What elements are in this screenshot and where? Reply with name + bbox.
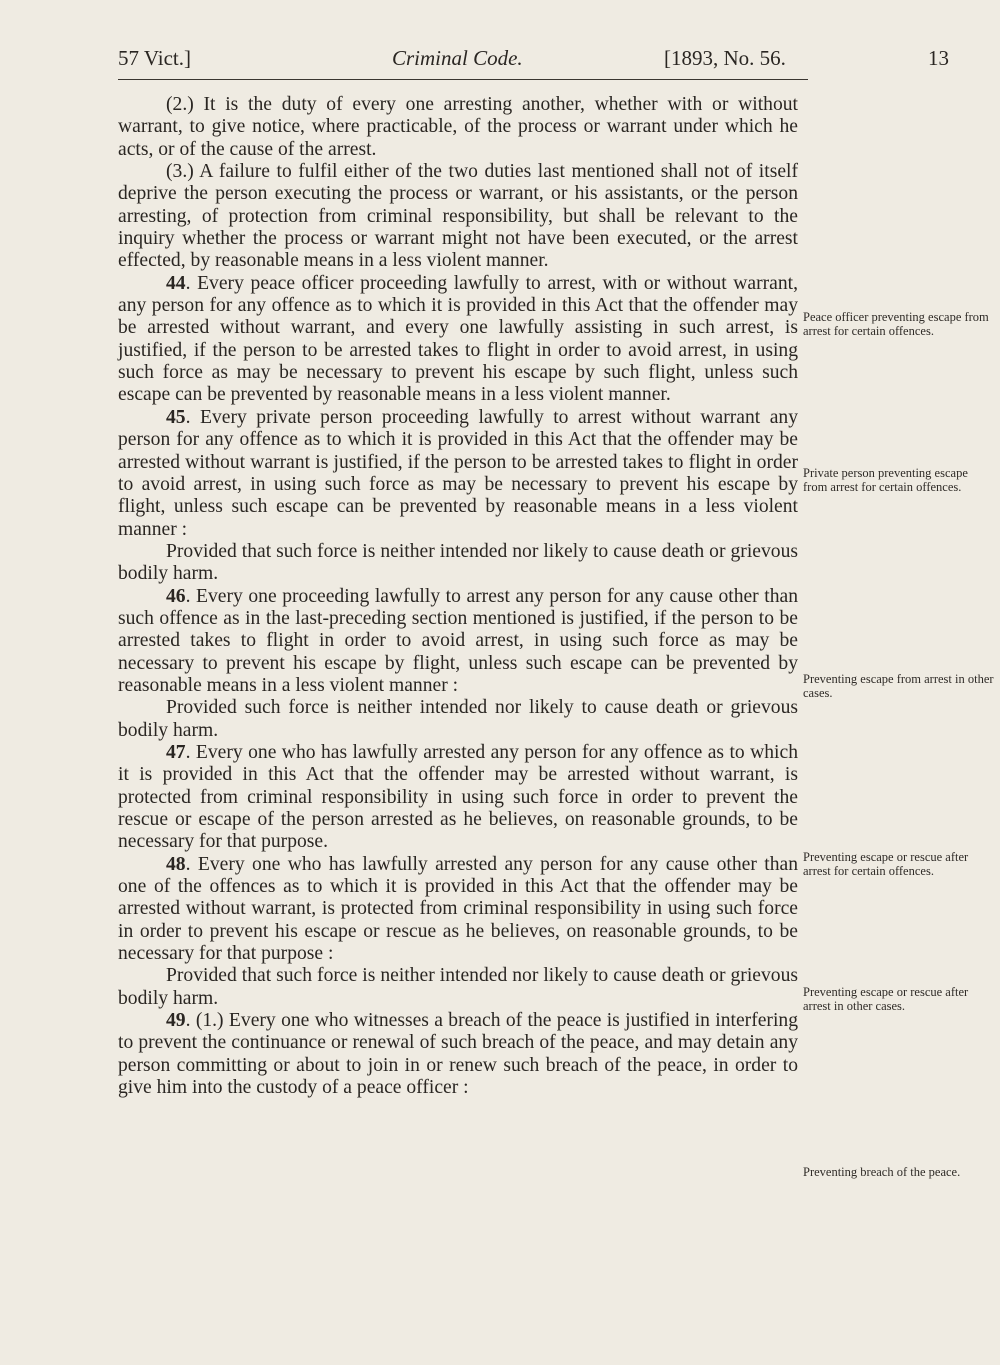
proviso-46 <box>118 697 798 742</box>
section-47 <box>118 742 798 854</box>
section-49 <box>118 1010 798 1099</box>
header-rule <box>118 79 808 80</box>
paragraph-text: . Every private person proceeding lawfully to arrest without warrant any person for any offence as to which it is provided in this Act that the offender may be arrested without warrant is justified, if the person to be arrested takes to flight in order to avoid arrest, in using such force as may be necessary to prevent his escape by flight, unless such escape can be prevented by reasonable means in a less violent manner : <box>118 406 798 540</box>
section-number: 49 <box>166 1010 186 1032</box>
proviso-48 <box>118 965 798 1010</box>
running-header <box>0 46 1000 76</box>
subsection-3 <box>118 161 798 273</box>
section-45 <box>118 407 798 541</box>
page-number: 13 <box>928 46 949 70</box>
paragraph-text: Provided that such force is neither intended nor likely to cause death or grievous bodily harm. <box>118 540 798 585</box>
paragraph-text: . (1.) Every one who witnesses a breach of the peace is justified in interfering to prevent the continuance or renewal of such breach of the peace, and may detain any person committing or about to join in or renew such breach of the peace, in order to give him into the custody of a peace officer : <box>118 1010 798 1099</box>
paragraph-text: (3.) A failure to fulfil either of the two duties last mentioned shall not of itself deprive the person executing the process or warrant, or his assistants, or the person arresting, of protection from criminal responsibility, but shall be relevant to the inquiry whether the process or warrant might not have been executed, or the arrest effected, by reasonable means in a less violent manner. <box>118 161 798 272</box>
header-act-number: [1893, No. 56. <box>664 46 786 70</box>
paragraph-text: Provided such force is neither intended nor likely to cause death or grievous bodily harm. <box>118 697 798 741</box>
section-number: 47 <box>166 741 186 763</box>
paragraph-text: Provided that such force is neither intended nor likely to cause death or grievous bodily harm. <box>118 965 798 1009</box>
margin-note-section-49: Preventing breach of the peace. <box>803 1165 961 1179</box>
margin-note-section-45: Private person preventing escape from arrest for certain offences. <box>803 466 968 494</box>
section-number: 45 <box>166 406 186 428</box>
paragraph-text: (2.) It is the duty of every one arresting another, whether with or without warrant, to give notice, where practicable, of the process or warrant under which he acts, or of the cause of the arrest. <box>118 94 798 160</box>
header-title: Criminal Code. <box>392 46 523 70</box>
section-48 <box>118 854 798 966</box>
section-number: 44 <box>166 272 186 294</box>
body-text <box>118 94 798 1099</box>
margin-note-section-48: Preventing escape or rescue after arrest in other cases. <box>803 985 969 1013</box>
paragraph-text: . Every one who has lawfully arrested any person for any offence as to which it is provided in this Act that the offender may be arrested without warrant, is protected from criminal responsibility in using such force in order to prevent the rescue or escape of the person arrested as he believes, on reasonable grounds, to be necessary for that purpose. <box>118 741 798 853</box>
section-46 <box>118 586 798 698</box>
proviso-45 <box>118 541 798 586</box>
margin-note-section-47: Preventing escape or rescue after arrest for certain offences. <box>803 850 969 878</box>
margin-note-section-46: Preventing escape from arrest in other cases. <box>803 672 994 700</box>
paragraph-text: . Every peace officer proceeding lawfully to arrest, with or without warrant, any person for any offence as to which it is provided in this Act that the offender may be arrested without warrant, and every one lawfully assisting in such arrest, is justified, if the person to be arrested takes to flight in order to avoid arrest, in using such force as may be necessary to prevent his escape by such flight, unless such escape can be prevented by reasonable means in a less violent manner. <box>118 272 798 406</box>
subsection-2 <box>118 94 798 161</box>
paragraph-text: . Every one who has lawfully arrested any person for any cause other than one of the offences as to which it is provided in this Act that the offender may be arrested without warrant, is protected from criminal responsibility in using such force in order to prevent his escape or rescue as he believes, on reasonable grounds, to be necessary for that purpose : <box>118 853 798 965</box>
margin-note-section-44: Peace officer preventing escape from arrest for certain offences. <box>803 310 989 338</box>
section-number: 48 <box>166 853 186 875</box>
header-regnal-year: 57 Vict.] <box>118 46 192 70</box>
paragraph-text: . Every one proceeding lawfully to arrest any person for any cause other than such offence as in the last-preceding section mentioned is justified, if the person to be arrested takes to flight in order to avoid arrest, in using such force as may be necessary to prevent his escape by flight, unless such escape can be prevented by reasonable means in a less violent manner : <box>118 585 798 696</box>
section-number: 46 <box>166 585 186 607</box>
section-44 <box>118 273 798 407</box>
